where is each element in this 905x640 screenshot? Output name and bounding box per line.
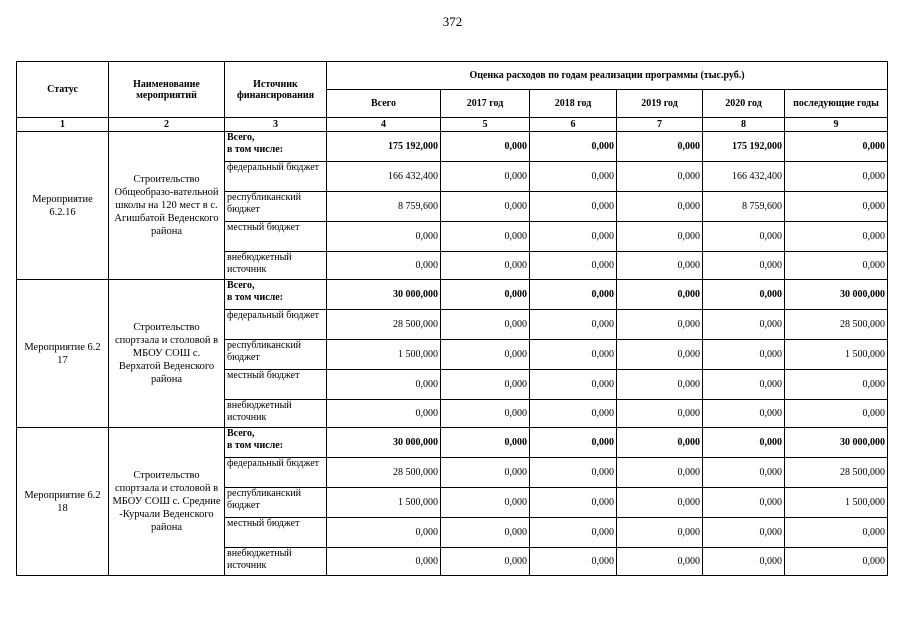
measure-status: Мероприятие 6.2 18 bbox=[17, 428, 109, 576]
amount-cell: 28 500,000 bbox=[327, 310, 441, 340]
funding-source: Всего, в том числе: bbox=[225, 280, 327, 310]
amount-cell: 0,000 bbox=[703, 310, 785, 340]
amount-cell: 0,000 bbox=[617, 518, 703, 548]
funding-source: местный бюджет bbox=[225, 518, 327, 548]
amount-cell: 0,000 bbox=[327, 222, 441, 252]
column-number: 6 bbox=[530, 118, 617, 132]
amount-cell: 0,000 bbox=[617, 162, 703, 192]
amount-cell: 0,000 bbox=[441, 222, 530, 252]
amount-cell: 166 432,400 bbox=[703, 162, 785, 192]
column-number: 2 bbox=[109, 118, 225, 132]
amount-cell: 0,000 bbox=[617, 488, 703, 518]
amount-cell: 0,000 bbox=[530, 132, 617, 162]
amount-cell: 8 759,600 bbox=[327, 192, 441, 222]
amount-cell: 0,000 bbox=[617, 132, 703, 162]
amount-cell: 0,000 bbox=[530, 370, 617, 400]
amount-cell: 0,000 bbox=[617, 458, 703, 488]
amount-cell: 28 500,000 bbox=[785, 458, 888, 488]
amount-cell: 0,000 bbox=[703, 252, 785, 280]
amount-cell: 0,000 bbox=[530, 518, 617, 548]
column-number: 8 bbox=[703, 118, 785, 132]
amount-cell: 8 759,600 bbox=[703, 192, 785, 222]
header-estimate: Оценка расходов по годам реализации программы (тыс.руб.) bbox=[327, 62, 888, 90]
amount-cell: 0,000 bbox=[441, 252, 530, 280]
header-2017: 2017 год bbox=[441, 90, 530, 118]
measure-status: Мероприятие 6.2 17 bbox=[17, 280, 109, 428]
amount-cell: 30 000,000 bbox=[785, 280, 888, 310]
amount-cell: 0,000 bbox=[703, 222, 785, 252]
column-number: 1 bbox=[17, 118, 109, 132]
amount-cell: 0,000 bbox=[530, 192, 617, 222]
header-total: Всего bbox=[327, 90, 441, 118]
amount-cell: 0,000 bbox=[703, 340, 785, 370]
funding-source: республиканский бюджет bbox=[225, 192, 327, 222]
measure-name: Строительство спортзала и столовой в МБОУ СОШ с. Верхатой Веденского района bbox=[109, 280, 225, 428]
funding-source: внебюджетный источник bbox=[225, 252, 327, 280]
amount-cell: 0,000 bbox=[785, 222, 888, 252]
page-number: 372 bbox=[442, 14, 463, 29]
amount-cell: 0,000 bbox=[703, 488, 785, 518]
funding-source: местный бюджет bbox=[225, 370, 327, 400]
amount-cell: 0,000 bbox=[703, 548, 785, 576]
amount-cell: 0,000 bbox=[785, 370, 888, 400]
amount-cell: 0,000 bbox=[327, 548, 441, 576]
table-row bbox=[17, 132, 888, 162]
funding-source: федеральный бюджет bbox=[225, 310, 327, 340]
table-row bbox=[17, 428, 888, 458]
funding-source: Всего, в том числе: bbox=[225, 132, 327, 162]
amount-cell: 0,000 bbox=[617, 548, 703, 576]
amount-cell: 175 192,000 bbox=[327, 132, 441, 162]
funding-source: внебюджетный источник bbox=[225, 400, 327, 428]
funding-source: местный бюджет bbox=[225, 222, 327, 252]
amount-cell: 0,000 bbox=[441, 428, 530, 458]
amount-cell: 0,000 bbox=[617, 252, 703, 280]
amount-cell: 0,000 bbox=[617, 370, 703, 400]
amount-cell: 0,000 bbox=[617, 340, 703, 370]
measure-name: Строительство спортзала и столовой в МБОУ СОШ с. Средние -Курчали Веденского района bbox=[109, 428, 225, 576]
amount-cell: 166 432,400 bbox=[327, 162, 441, 192]
amount-cell: 0,000 bbox=[327, 252, 441, 280]
amount-cell: 0,000 bbox=[617, 222, 703, 252]
amount-cell: 0,000 bbox=[785, 252, 888, 280]
amount-cell: 0,000 bbox=[441, 458, 530, 488]
amount-cell: 0,000 bbox=[785, 132, 888, 162]
amount-cell: 0,000 bbox=[530, 310, 617, 340]
measure-name: Строительство Общеобразо-вательной школы на 120 мест в с. Агишбатой Веденского района bbox=[109, 132, 225, 280]
amount-cell: 28 500,000 bbox=[785, 310, 888, 340]
amount-cell: 0,000 bbox=[441, 518, 530, 548]
amount-cell: 0,000 bbox=[441, 192, 530, 222]
amount-cell: 0,000 bbox=[617, 428, 703, 458]
amount-cell: 0,000 bbox=[703, 280, 785, 310]
funding-source: федеральный бюджет bbox=[225, 458, 327, 488]
funding-source: республиканский бюджет bbox=[225, 488, 327, 518]
column-number: 5 bbox=[441, 118, 530, 132]
amount-cell: 0,000 bbox=[530, 458, 617, 488]
amount-cell: 0,000 bbox=[785, 192, 888, 222]
amount-cell: 0,000 bbox=[327, 400, 441, 428]
amount-cell: 0,000 bbox=[785, 518, 888, 548]
amount-cell: 0,000 bbox=[530, 280, 617, 310]
amount-cell: 0,000 bbox=[617, 310, 703, 340]
amount-cell: 0,000 bbox=[703, 400, 785, 428]
amount-cell: 0,000 bbox=[441, 310, 530, 340]
amount-cell: 0,000 bbox=[530, 340, 617, 370]
amount-cell: 0,000 bbox=[441, 280, 530, 310]
column-number-row bbox=[17, 118, 888, 132]
amount-cell: 0,000 bbox=[530, 428, 617, 458]
amount-cell: 0,000 bbox=[530, 252, 617, 280]
column-number: 4 bbox=[327, 118, 441, 132]
amount-cell: 28 500,000 bbox=[327, 458, 441, 488]
funding-source: республиканский бюджет bbox=[225, 340, 327, 370]
funding-source: внебюджетный источник bbox=[225, 548, 327, 576]
amount-cell: 30 000,000 bbox=[327, 428, 441, 458]
header-2019: 2019 год bbox=[617, 90, 703, 118]
amount-cell: 0,000 bbox=[441, 370, 530, 400]
measure-status: Мероприятие 6.2.16 bbox=[17, 132, 109, 280]
amount-cell: 0,000 bbox=[530, 162, 617, 192]
header-status: Статус bbox=[17, 62, 109, 118]
header-2018: 2018 год bbox=[530, 90, 617, 118]
amount-cell: 0,000 bbox=[703, 458, 785, 488]
header-source: Источник финансирования bbox=[225, 62, 327, 118]
amount-cell: 0,000 bbox=[617, 280, 703, 310]
amount-cell: 0,000 bbox=[441, 162, 530, 192]
amount-cell: 0,000 bbox=[441, 400, 530, 428]
amount-cell: 30 000,000 bbox=[785, 428, 888, 458]
amount-cell: 0,000 bbox=[530, 548, 617, 576]
amount-cell: 30 000,000 bbox=[327, 280, 441, 310]
header-2020: 2020 год bbox=[703, 90, 785, 118]
funding-source: федеральный бюджет bbox=[225, 162, 327, 192]
amount-cell: 175 192,000 bbox=[703, 132, 785, 162]
table-row bbox=[17, 280, 888, 310]
amount-cell: 0,000 bbox=[703, 370, 785, 400]
amount-cell: 0,000 bbox=[441, 548, 530, 576]
amount-cell: 0,000 bbox=[530, 400, 617, 428]
amount-cell: 1 500,000 bbox=[327, 340, 441, 370]
amount-cell: 0,000 bbox=[441, 488, 530, 518]
funding-source: Всего, в том числе: bbox=[225, 428, 327, 458]
amount-cell: 0,000 bbox=[703, 428, 785, 458]
amount-cell: 0,000 bbox=[617, 192, 703, 222]
header-name: Наименование мероприятий bbox=[109, 62, 225, 118]
column-number: 7 bbox=[617, 118, 703, 132]
amount-cell: 0,000 bbox=[785, 162, 888, 192]
amount-cell: 0,000 bbox=[441, 340, 530, 370]
amount-cell: 0,000 bbox=[785, 400, 888, 428]
amount-cell: 1 500,000 bbox=[327, 488, 441, 518]
column-number: 3 bbox=[225, 118, 327, 132]
amount-cell: 1 500,000 bbox=[785, 488, 888, 518]
amount-cell: 0,000 bbox=[785, 548, 888, 576]
budget-table bbox=[16, 61, 888, 576]
amount-cell: 0,000 bbox=[530, 222, 617, 252]
amount-cell: 1 500,000 bbox=[785, 340, 888, 370]
column-number: 9 bbox=[785, 118, 888, 132]
amount-cell: 0,000 bbox=[703, 518, 785, 548]
amount-cell: 0,000 bbox=[530, 488, 617, 518]
amount-cell: 0,000 bbox=[617, 400, 703, 428]
amount-cell: 0,000 bbox=[327, 370, 441, 400]
header-later: последующие годы bbox=[785, 90, 888, 118]
amount-cell: 0,000 bbox=[327, 518, 441, 548]
amount-cell: 0,000 bbox=[441, 132, 530, 162]
